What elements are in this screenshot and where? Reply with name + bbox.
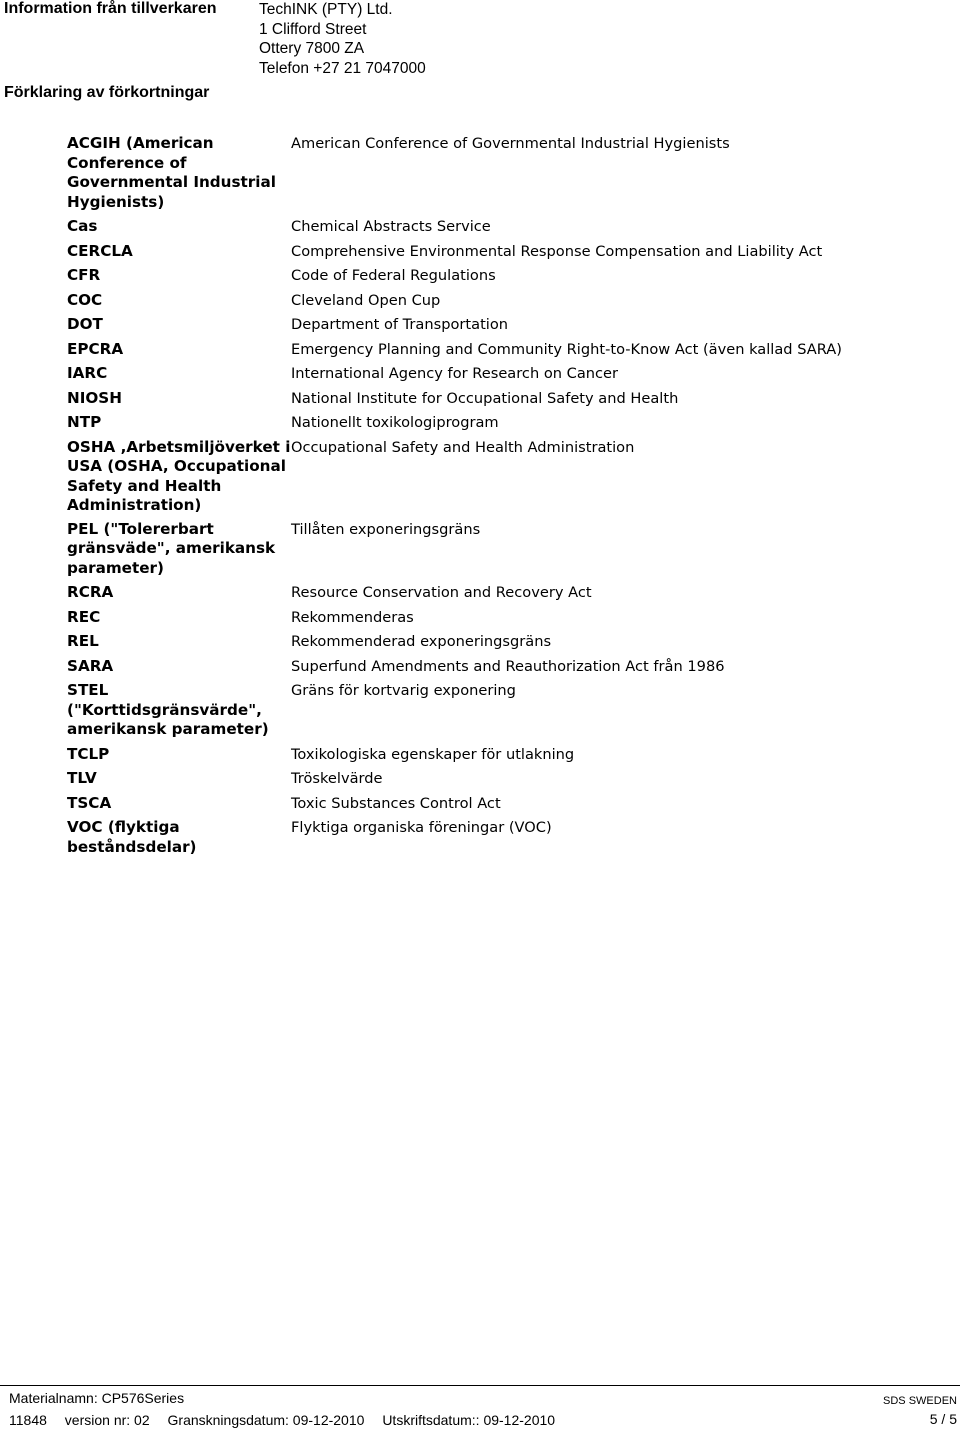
- abbreviation-row: [67, 681, 937, 745]
- abbreviations-table: [67, 134, 937, 862]
- abbreviation-row: [67, 340, 937, 365]
- abbreviation-term: EPCRA: [67, 339, 124, 358]
- abbreviations-heading: Förklaring av förkortningar: [4, 84, 210, 101]
- abbreviation-definition: Nationellt toxikologiprogram: [291, 414, 499, 431]
- abbreviation-term: TCLP: [67, 744, 110, 763]
- abbreviation-row: [67, 134, 937, 217]
- abbreviation-term: DOT: [67, 315, 103, 333]
- abbreviation-row: [67, 217, 937, 242]
- abbreviation-row: [67, 389, 937, 414]
- abbreviation-definition: Tröskelvärde: [291, 770, 383, 787]
- abbreviation-definition: Emergency Planning and Community Right-to-Know Act (även kallad SARA): [291, 340, 842, 358]
- product-code: 11848: [9, 1412, 47, 1428]
- abbreviation-term: RCRA: [67, 583, 114, 601]
- abbreviation-row: [67, 632, 937, 657]
- abbreviation-row: [67, 583, 937, 608]
- abbreviation-definition: Toxikologiska egenskaper för utlakning: [291, 745, 575, 763]
- abbreviation-term: CFR: [67, 266, 101, 284]
- supplier-city: Ottery 7800 ZA: [259, 40, 365, 57]
- abbreviation-row: [67, 364, 937, 389]
- abbreviation-definition: Chemical Abstracts Service: [291, 218, 491, 235]
- abbreviation-term: COC: [67, 290, 103, 309]
- abbreviation-term: VOC (flyktiga beståndsdelar): [67, 818, 197, 856]
- abbreviation-row: [67, 413, 937, 438]
- abbreviation-definition: Cleveland Open Cup: [291, 291, 441, 309]
- abbreviation-definition: Toxic Substances Control Act: [291, 794, 501, 812]
- abbreviation-term: NTP: [67, 413, 102, 431]
- abbreviation-term: NIOSH: [67, 388, 122, 407]
- abbreviation-row: [67, 266, 937, 291]
- abbreviation-term: TSCA: [67, 793, 112, 812]
- abbreviation-row: [67, 657, 937, 682]
- abbreviation-row: [67, 608, 937, 633]
- abbreviation-term: OSHA ,Arbetsmiljöverket i USA (OSHA, Occupational Safety and Health Administration): [67, 437, 291, 514]
- page-number: 5 / 5: [929, 1411, 957, 1427]
- abbreviation-row: [67, 794, 937, 819]
- print-date: Utskriftsdatum:: 09-12-2010: [382, 1412, 556, 1428]
- footer-divider: [0, 1385, 960, 1386]
- abbreviation-term: IARC: [67, 364, 108, 382]
- abbreviation-definition: Resource Conservation and Recovery Act: [291, 584, 592, 601]
- abbreviation-row: [67, 291, 937, 316]
- abbreviation-definition: Gräns för kortvarig exponering: [291, 682, 516, 699]
- sds-region: SDS SWEDEN: [883, 1395, 957, 1407]
- abbreviation-row: [67, 315, 937, 340]
- abbreviation-term: ACGIH (American Conference of Governmental Industrial Hygienists): [67, 134, 276, 211]
- abbreviation-term: REL: [67, 632, 99, 650]
- review-date: Granskningsdatum: 09-12-2010: [167, 1412, 365, 1428]
- abbreviation-definition: Occupational Safety and Health Administration: [291, 438, 635, 456]
- abbreviation-definition: Superfund Amendments and Reauthorization Act från 1986: [291, 657, 725, 675]
- abbreviation-definition: Comprehensive Environmental Response Compensation and Liability Act: [291, 242, 823, 260]
- abbreviation-definition: International Agency for Research on Cancer: [291, 365, 619, 382]
- abbreviation-definition: Rekommenderad exponeringsgräns: [291, 633, 552, 650]
- abbreviation-row: [67, 745, 937, 770]
- version-number: version nr: 02: [64, 1412, 150, 1428]
- abbreviation-definition: American Conference of Governmental Industrial Hygienists: [291, 135, 730, 152]
- abbreviation-term: CERCLA: [67, 241, 133, 260]
- abbreviation-term: REC: [67, 607, 101, 626]
- abbreviation-term: PEL ("Tolererbart gränsväde", amerikansk parameter): [67, 519, 276, 577]
- abbreviation-term: Cas: [67, 217, 98, 235]
- supplier-phone: Telefon +27 21 7047000: [259, 59, 426, 77]
- abbreviation-definition: Code of Federal Regulations: [291, 267, 496, 284]
- abbreviation-definition: Flyktiga organiska föreningar (VOC): [291, 819, 552, 836]
- abbreviation-term: TLV: [67, 769, 97, 787]
- supplier-name: TechINK (PTY) Ltd.: [259, 1, 393, 18]
- abbreviation-definition: National Institute for Occupational Safety and Health: [291, 389, 679, 407]
- abbreviation-definition: Department of Transportation: [291, 316, 509, 333]
- supplier-address-block: [259, 0, 426, 78]
- supplier-street: 1 Clifford Street: [259, 20, 367, 38]
- abbreviation-term: SARA: [67, 656, 114, 675]
- abbreviation-row: [67, 438, 937, 520]
- abbreviation-definition: Rekommenderas: [291, 608, 414, 626]
- material-name: Materialnamn: CP576Series: [9, 1390, 185, 1406]
- abbreviation-row: [67, 769, 937, 794]
- abbreviation-term: STEL ("Korttidsgränsvärde", amerikansk parameter): [67, 681, 269, 738]
- abbreviation-definition: Tillåten exponeringsgräns: [291, 520, 481, 538]
- document-meta: [9, 1412, 569, 1428]
- abbreviation-row: [67, 818, 937, 862]
- supplier-info-heading: Information från tillverkaren: [4, 0, 217, 17]
- abbreviation-row: [67, 242, 937, 267]
- abbreviation-row: [67, 520, 937, 584]
